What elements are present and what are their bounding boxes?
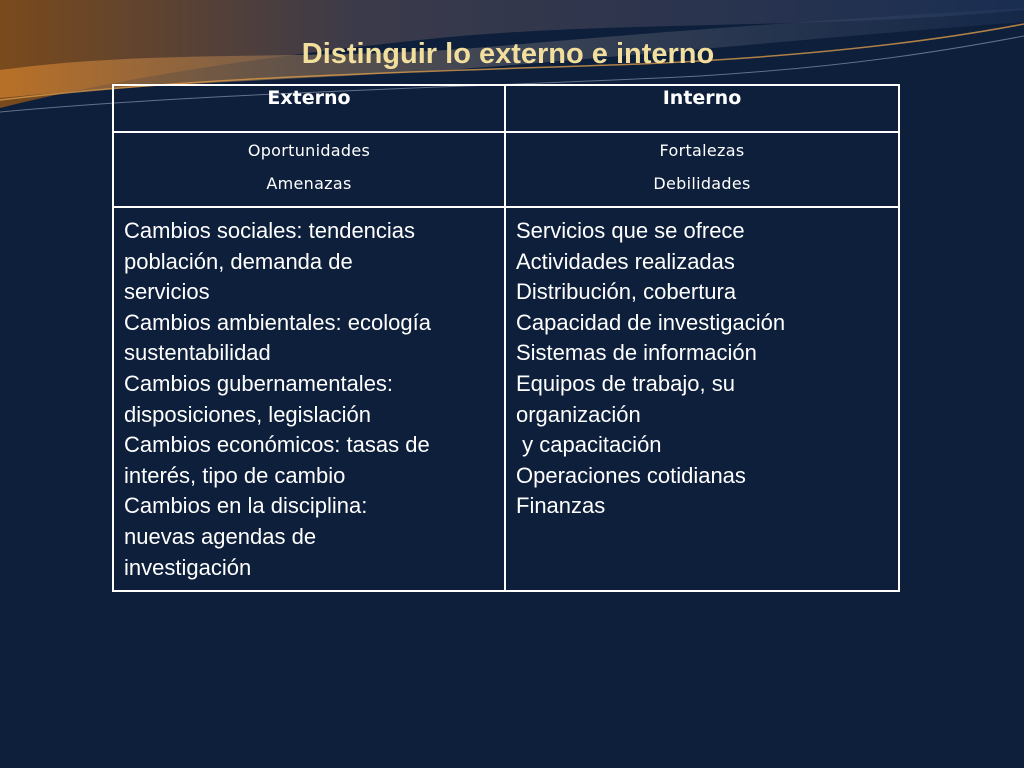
comparison-table <box>112 84 900 592</box>
externo-line: población, demanda de <box>124 248 353 274</box>
subheader-interno-cell <box>505 132 899 207</box>
body-row <box>113 207 899 591</box>
interno-line: Operaciones cotidianas <box>516 462 746 488</box>
interno-line: Sistemas de información <box>516 340 757 366</box>
subheader-externo-cell <box>113 132 505 207</box>
externo-line: servicios <box>124 279 210 305</box>
interno-line: y capacitación <box>516 432 662 458</box>
interno-list-cell <box>505 207 899 591</box>
subheader-oportunidades: Oportunidades <box>247 141 371 160</box>
header-row <box>113 85 899 132</box>
externo-line: Cambios ambientales: ecología <box>124 309 431 335</box>
header-interno: Interno <box>505 85 899 132</box>
interno-line: Servicios que se ofrece <box>516 218 745 243</box>
slide-title: Distinguir lo externo e interno <box>301 38 715 70</box>
externo-line: Cambios en la disciplina: <box>124 493 368 519</box>
externo-list-cell <box>113 207 505 591</box>
externo-line: disposiciones, legislación <box>124 401 372 427</box>
interno-line: Finanzas <box>516 493 606 519</box>
externo-line: nuevas agendas de <box>124 523 317 549</box>
header-externo: Externo <box>113 85 505 132</box>
externo-line: Cambios sociales: tendencias <box>124 218 416 243</box>
subheader-amenazas: Amenazas <box>266 174 352 193</box>
externo-line: Cambios económicos: tasas de <box>124 432 430 458</box>
externo-line: investigación <box>124 554 252 580</box>
subheader-debilidades: Debilidades <box>653 174 751 193</box>
interno-line: Distribución, cobertura <box>516 279 737 305</box>
externo-line: interés, tipo de cambio <box>124 462 346 488</box>
interno-line: Actividades realizadas <box>516 248 735 274</box>
interno-line: Capacidad de investigación <box>516 309 786 335</box>
externo-line: Cambios gubernamentales: <box>124 370 394 396</box>
subheader-fortalezas: Fortalezas <box>659 141 745 160</box>
externo-line: sustentabilidad <box>124 340 271 366</box>
subheader-row <box>113 132 899 207</box>
interno-line: Equipos de trabajo, su <box>516 370 735 396</box>
interno-line: organización <box>516 401 641 427</box>
